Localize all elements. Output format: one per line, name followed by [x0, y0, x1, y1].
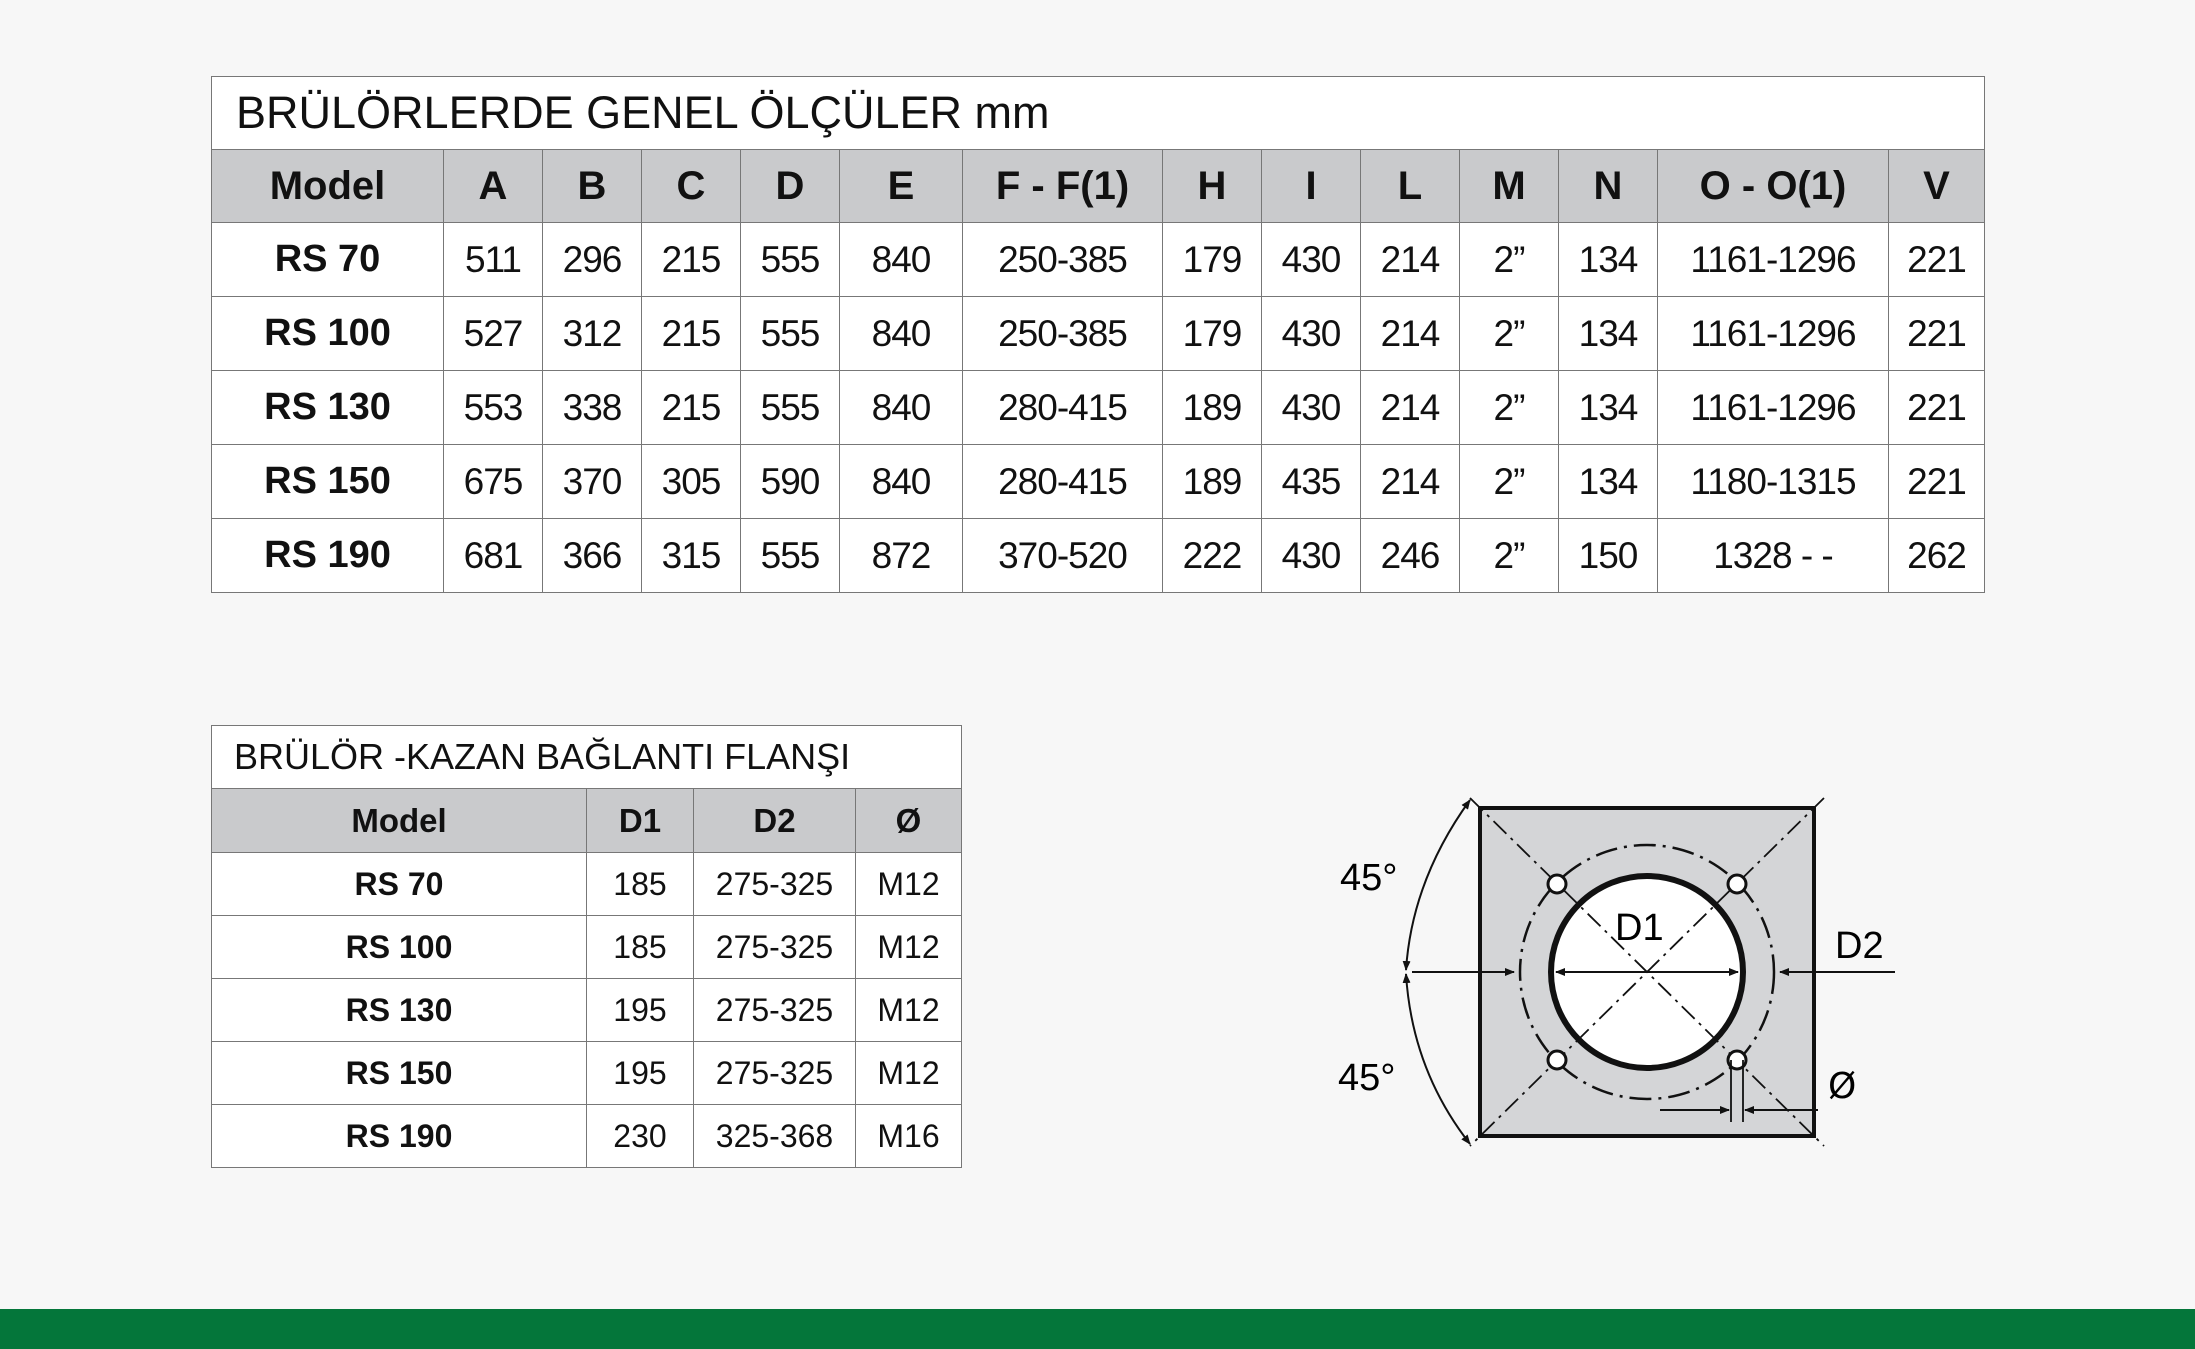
value-cell: 214	[1361, 445, 1460, 519]
column-header: A	[444, 150, 543, 223]
value-cell: 296	[543, 223, 642, 297]
column-header: Model	[212, 150, 444, 223]
column-header: O - O(1)	[1658, 150, 1889, 223]
value-cell: 840	[840, 297, 963, 371]
column-header: B	[543, 150, 642, 223]
value-cell: 315	[642, 519, 741, 593]
value-cell: 590	[741, 445, 840, 519]
value-cell: 179	[1163, 223, 1262, 297]
value-cell: 134	[1559, 445, 1658, 519]
value-cell: 553	[444, 371, 543, 445]
column-header: Model	[212, 789, 587, 853]
value-cell: 305	[642, 445, 741, 519]
value-cell: 280-415	[963, 371, 1163, 445]
value-cell: 179	[1163, 297, 1262, 371]
table-row	[212, 445, 1985, 519]
table-row	[212, 223, 1985, 297]
value-cell: 555	[741, 519, 840, 593]
d2-label: D2	[1835, 925, 1884, 967]
value-cell: 430	[1262, 297, 1361, 371]
value-cell: 250-385	[963, 223, 1163, 297]
column-header: I	[1262, 150, 1361, 223]
value-cell: M12	[856, 1042, 962, 1105]
column-header: D1	[587, 789, 694, 853]
value-cell: 2”	[1460, 223, 1559, 297]
value-cell: 681	[444, 519, 543, 593]
value-cell: 250-385	[963, 297, 1163, 371]
value-cell: 555	[741, 371, 840, 445]
value-cell: 338	[543, 371, 642, 445]
table-row	[212, 371, 1985, 445]
model-cell: RS 100	[212, 297, 444, 371]
value-cell: M12	[856, 916, 962, 979]
model-cell: RS 70	[212, 853, 587, 916]
value-cell: 2”	[1460, 371, 1559, 445]
table-row	[212, 1105, 962, 1168]
column-header: D	[741, 150, 840, 223]
value-cell: 2”	[1460, 297, 1559, 371]
value-cell: 134	[1559, 297, 1658, 371]
value-cell: 840	[840, 223, 963, 297]
table-row	[212, 1042, 962, 1105]
value-cell: 134	[1559, 371, 1658, 445]
value-cell: 430	[1262, 223, 1361, 297]
value-cell: 262	[1889, 519, 1985, 593]
value-cell: 189	[1163, 371, 1262, 445]
value-cell: 134	[1559, 223, 1658, 297]
value-cell: 1161-1296	[1658, 223, 1889, 297]
value-cell: 185	[587, 853, 694, 916]
value-cell: 214	[1361, 223, 1460, 297]
column-header: H	[1163, 150, 1262, 223]
table-row	[212, 916, 962, 979]
table-header-row	[212, 150, 1985, 223]
value-cell: 1161-1296	[1658, 371, 1889, 445]
value-cell: 275-325	[694, 853, 856, 916]
table-header-row	[212, 789, 962, 853]
value-cell: 221	[1889, 223, 1985, 297]
column-header: D2	[694, 789, 856, 853]
value-cell: 185	[587, 916, 694, 979]
value-cell: 221	[1889, 445, 1985, 519]
value-cell: 189	[1163, 445, 1262, 519]
model-cell: RS 190	[212, 519, 444, 593]
value-cell: M12	[856, 853, 962, 916]
model-cell: RS 70	[212, 223, 444, 297]
column-header: C	[642, 150, 741, 223]
value-cell: 511	[444, 223, 543, 297]
column-header: E	[840, 150, 963, 223]
value-cell: 2”	[1460, 445, 1559, 519]
general-dimensions-title: BRÜLÖRLERDE GENEL ÖLÇÜLER mm	[212, 77, 1985, 150]
value-cell: 430	[1262, 519, 1361, 593]
model-cell: RS 130	[212, 371, 444, 445]
value-cell: 275-325	[694, 1042, 856, 1105]
table-row	[212, 979, 962, 1042]
value-cell: 1161-1296	[1658, 297, 1889, 371]
flange-table	[211, 725, 962, 1168]
bolt-hole	[1548, 1051, 1566, 1069]
value-cell: 221	[1889, 297, 1985, 371]
value-cell: 366	[543, 519, 642, 593]
value-cell: 214	[1361, 297, 1460, 371]
value-cell: M16	[856, 1105, 962, 1168]
value-cell: 675	[444, 445, 543, 519]
table-row	[212, 519, 1985, 593]
model-cell: RS 150	[212, 1042, 587, 1105]
angle-top-label: 45°	[1340, 857, 1398, 899]
value-cell: 246	[1361, 519, 1460, 593]
value-cell: 555	[741, 297, 840, 371]
footer-bar	[0, 1309, 2195, 1349]
flange-table-title: BRÜLÖR -KAZAN BAĞLANTI FLANŞI	[212, 726, 962, 789]
column-header: N	[1559, 150, 1658, 223]
value-cell: 840	[840, 371, 963, 445]
table-row	[212, 853, 962, 916]
value-cell: 275-325	[694, 979, 856, 1042]
value-cell: 527	[444, 297, 543, 371]
value-cell: 214	[1361, 371, 1460, 445]
value-cell: 872	[840, 519, 963, 593]
bolt-hole	[1728, 875, 1746, 893]
value-cell: 215	[642, 223, 741, 297]
value-cell: 370-520	[963, 519, 1163, 593]
bolt-hole	[1548, 875, 1566, 893]
value-cell: 2”	[1460, 519, 1559, 593]
column-header: Ø	[856, 789, 962, 853]
value-cell: 312	[543, 297, 642, 371]
column-header: V	[1889, 150, 1985, 223]
value-cell: 195	[587, 979, 694, 1042]
general-dimensions-table	[211, 76, 1985, 593]
bolt-diameter-label: Ø	[1828, 1066, 1857, 1107]
value-cell: M12	[856, 979, 962, 1042]
flange-diagram	[1330, 780, 1930, 1180]
value-cell: 150	[1559, 519, 1658, 593]
value-cell: 215	[642, 297, 741, 371]
value-cell: 221	[1889, 371, 1985, 445]
value-cell: 195	[587, 1042, 694, 1105]
value-cell: 275-325	[694, 916, 856, 979]
angle-bottom-label: 45°	[1338, 1057, 1396, 1099]
model-cell: RS 150	[212, 445, 444, 519]
column-header: M	[1460, 150, 1559, 223]
value-cell: 430	[1262, 371, 1361, 445]
table-row	[212, 297, 1985, 371]
value-cell: 230	[587, 1105, 694, 1168]
column-header: L	[1361, 150, 1460, 223]
value-cell: 1328 - -	[1658, 519, 1889, 593]
column-header: F - F(1)	[963, 150, 1163, 223]
value-cell: 325-368	[694, 1105, 856, 1168]
value-cell: 840	[840, 445, 963, 519]
value-cell: 222	[1163, 519, 1262, 593]
model-cell: RS 130	[212, 979, 587, 1042]
value-cell: 215	[642, 371, 741, 445]
model-cell: RS 100	[212, 916, 587, 979]
value-cell: 370	[543, 445, 642, 519]
value-cell: 280-415	[963, 445, 1163, 519]
model-cell: RS 190	[212, 1105, 587, 1168]
value-cell: 555	[741, 223, 840, 297]
d1-label: D1	[1615, 907, 1664, 949]
value-cell: 435	[1262, 445, 1361, 519]
value-cell: 1180-1315	[1658, 445, 1889, 519]
